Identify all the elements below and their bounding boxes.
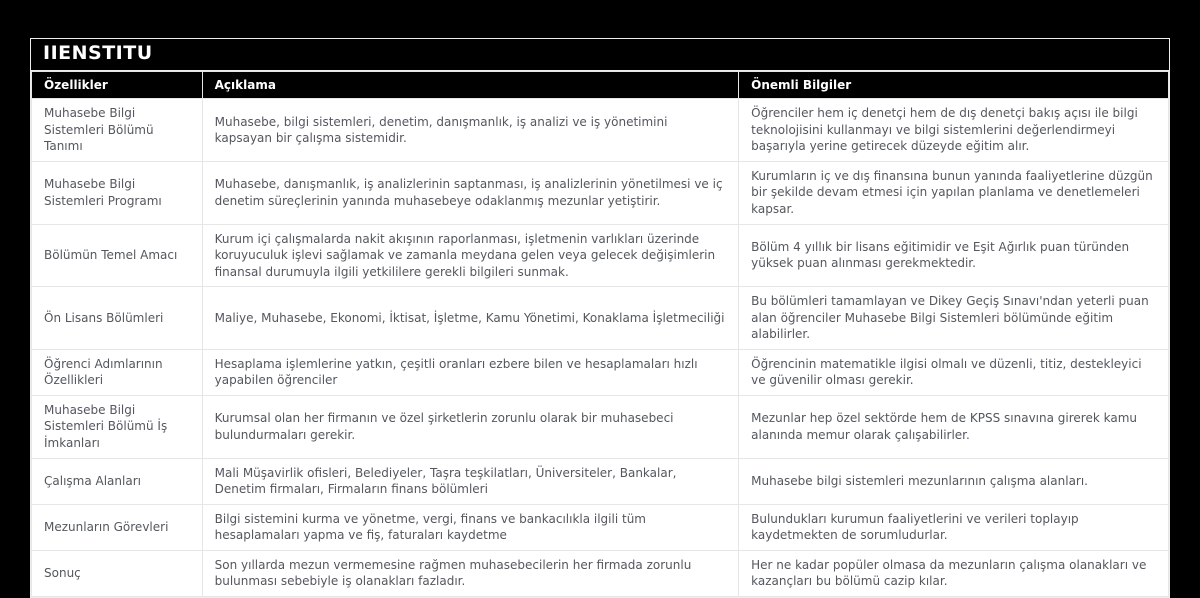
table-body xyxy=(32,99,1169,597)
info-cell: Bölüm 4 yıllık bir lisans eğitimidir ve Eşit Ağırlık puan türünden yüksek puan alınması gerekmektedir. xyxy=(739,224,1169,287)
info-table xyxy=(31,71,1169,597)
description-cell: Mali Müşavirlik ofisleri, Belediyeler, Taşra teşkilatları, Üniversiteler, Bankalar, Denetim firmaları, Firmaların finans bölümleri xyxy=(202,458,739,504)
description-cell: Son yıllarda mezun vermemesine rağmen muhasebecilerin her firmada zorunlu bulunması sebebiyle iş olanakları fazladır. xyxy=(202,550,739,596)
brand-header xyxy=(31,39,1169,71)
feature-cell: Muhasebe Bilgi Sistemleri Bölümü Tanımı xyxy=(32,99,203,162)
table-row xyxy=(32,504,1169,550)
info-cell: Kurumların iç ve dış finansına bunun yanında faaliyetlerine düzgün bir şekilde devam etmesi için yapılan planlama ve denetlemeleri kapsar. xyxy=(739,161,1169,224)
table-row xyxy=(32,161,1169,224)
info-cell: Öğrenciler hem iç denetçi hem de dış denetçi bakış açısı ile bilgi teknolojisini kullanmayı ve bilgi sistemlerini değerlendirmeyi başarıyla yerine getirecek düzeyde eğitim alır. xyxy=(739,99,1169,162)
feature-cell: Ön Lisans Bölümleri xyxy=(32,287,203,350)
feature-cell: Öğrenci Adımlarının Özellikleri xyxy=(32,349,203,395)
table-header-row xyxy=(32,71,1169,98)
description-cell: Maliye, Muhasebe, Ekonomi, İktisat, İşletme, Kamu Yönetimi, Konaklama İşletmeciliği xyxy=(202,287,739,350)
feature-cell: Çalışma Alanları xyxy=(32,458,203,504)
info-cell: Muhasebe bilgi sistemleri mezunlarının çalışma alanları. xyxy=(739,458,1169,504)
info-cell: Bulundukları kurumun faaliyetlerini ve verileri toplayıp kaydetmekten de sorumludurlar. xyxy=(739,504,1169,550)
description-cell: Kurum içi çalışmalarda nakit akışının raporlanması, işletmenin varlıkları üzerinde koruyuculuk işlevi sağlamak ve zamanla meydana gelen veya gelecek değişimlerin finansal durumuyla ilgili yetkililere gerekli bilgileri sunmak. xyxy=(202,224,739,287)
table-row xyxy=(32,550,1169,596)
column-header-ozellikler: Özellikler xyxy=(32,71,203,98)
info-cell: Mezunlar hep özel sektörde hem de KPSS sınavına girerek kamu alanında memur olarak çalışabilirler. xyxy=(739,395,1169,458)
table-row xyxy=(32,224,1169,287)
column-header-onemli-bilgiler: Önemli Bilgiler xyxy=(739,71,1169,98)
description-cell: Bilgi sistemini kurma ve yönetme, vergi, finans ve bankacılıkla ilgili tüm hesaplamaları yapma ve fiş, faturaları kaydetme xyxy=(202,504,739,550)
table-row xyxy=(32,287,1169,350)
description-cell: Hesaplama işlemlerine yatkın, çeşitli oranları ezbere bilen ve hesaplamaları hızlı yapabilen öğrenciler xyxy=(202,349,739,395)
feature-cell: Muhasebe Bilgi Sistemleri Bölümü İş İmkanları xyxy=(32,395,203,458)
table-row xyxy=(32,99,1169,162)
table-row xyxy=(32,349,1169,395)
info-cell: Her ne kadar popüler olmasa da mezunların çalışma olanakları ve kazançları bu bölümü cazip kılar. xyxy=(739,550,1169,596)
info-cell: Öğrencinin matematikle ilgisi olmalı ve düzenli, titiz, destekleyici ve güvenilir olması gerekir. xyxy=(739,349,1169,395)
feature-cell: Muhasebe Bilgi Sistemleri Programı xyxy=(32,161,203,224)
info-cell: Bu bölümleri tamamlayan ve Dikey Geçiş Sınavı'ndan yeterli puan alan öğrenciler Muhasebe Bilgi Sistemleri bölümünde eğitim alabilirler. xyxy=(739,287,1169,350)
feature-cell: Sonuç xyxy=(32,550,203,596)
column-header-aciklama: Açıklama xyxy=(202,71,739,98)
page-title: IIENSTITU xyxy=(43,42,153,64)
description-cell: Muhasebe, danışmanlık, iş analizlerinin saptanması, iş analizlerinin yönetilmesi ve iç denetim süreçlerinin yanında muhasebeye odaklanmış mezunlar yetiştirir. xyxy=(202,161,739,224)
feature-cell: Bölümün Temel Amacı xyxy=(32,224,203,287)
content-frame xyxy=(30,38,1170,598)
description-cell: Muhasebe, bilgi sistemleri, denetim, danışmanlık, iş analizi ve iş yönetimini kapsayan bir çalışma sistemidir. xyxy=(202,99,739,162)
table-row xyxy=(32,458,1169,504)
table-row xyxy=(32,395,1169,458)
description-cell: Kurumsal olan her firmanın ve özel şirketlerin zorunlu olarak bir muhasebeci bulundurmaları gerekir. xyxy=(202,395,739,458)
feature-cell: Mezunların Görevleri xyxy=(32,504,203,550)
